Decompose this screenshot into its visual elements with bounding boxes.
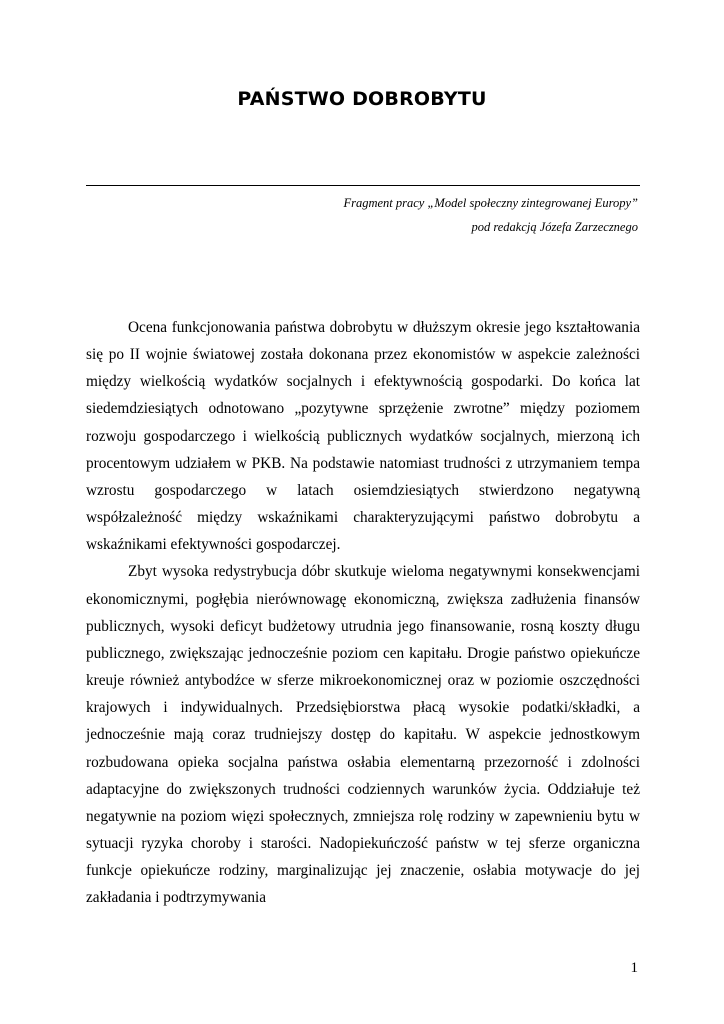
paragraph: Zbyt wysoka redystrybucja dóbr skutkuje wieloma negatywnymi konsekwencjami ekonomicznymi, pogłębia nierównowagę ekonomiczną, zwiększa zadłużenia finansów publicznych, wysoki deficyt budżetowy utrudnia jego finansowanie, rosną koszty długu publicznego, zwiększając jednocześnie poziom cen kapitału. Drogie państwo opiekuńcze kreuje również antybodźce w sferze mikroekonomicznej oraz w poziomie oszczędności krajowych i indywidualnych. Przedsiębiorstwa płacą wysokie podatki/składki, a jednocześnie mają coraz trudniejszy dostęp do kapitału. W aspekcie jednostkowym rozbudowana opieka socjalna państwa osłabia elementarną przezorność i zdolności adaptacyjne do zwiększonych trudności codziennych warunków życia. Oddziałuje też negatywnie na poziom więzi społecznych, zmniejsza rolę rodziny w zapewnieniu bytu w sytuacji ryzyka choroby i starości. Nadopiekuńczość państw w tej sferze organiczna funkcje opiekuńcze rodziny, marginalizując jej znaczenie, osłabia motywacje do jej zakładania i podtrzymywania [86, 563, 640, 907]
editor-line: pod redakcją Józefa Zarzecznego [471, 220, 638, 234]
document-title: PAŃSTWO DOBROBYTU [237, 88, 487, 110]
body-text [86, 314, 640, 911]
source-attribution [84, 191, 638, 239]
page-number: 1 [630, 960, 638, 976]
title-divider [86, 185, 640, 186]
source-line: Fragment pracy „Model społeczny zintegrowanej Europy” [343, 196, 638, 210]
paragraph: Ocena funkcjonowania państwa dobrobytu w dłuższym okresie jego kształtowania się po II wojnie światowej została dokonana przez ekonomistów w aspekcie zależności między wielkością wydatków socjalnych i efektywnością gospodarki. Do końca lat siedemdziesiątych odnotowano „pozytywne sprzężenie zwrotne” między poziomem rozwoju gospodarczego i wielkością publicznych wydatków socjalnych, mierzoną ich procentowym udziałem w PKB. Na podstawie natomiast trudności z utrzymaniem tempa wzrostu gospodarczego w latach osiemdziesiątych stwierdzono negatywną współzależność między wskaźnikami charakteryzującymi państwo dobrobytu a wskaźnikami efektywności gospodarczej. [86, 319, 640, 554]
